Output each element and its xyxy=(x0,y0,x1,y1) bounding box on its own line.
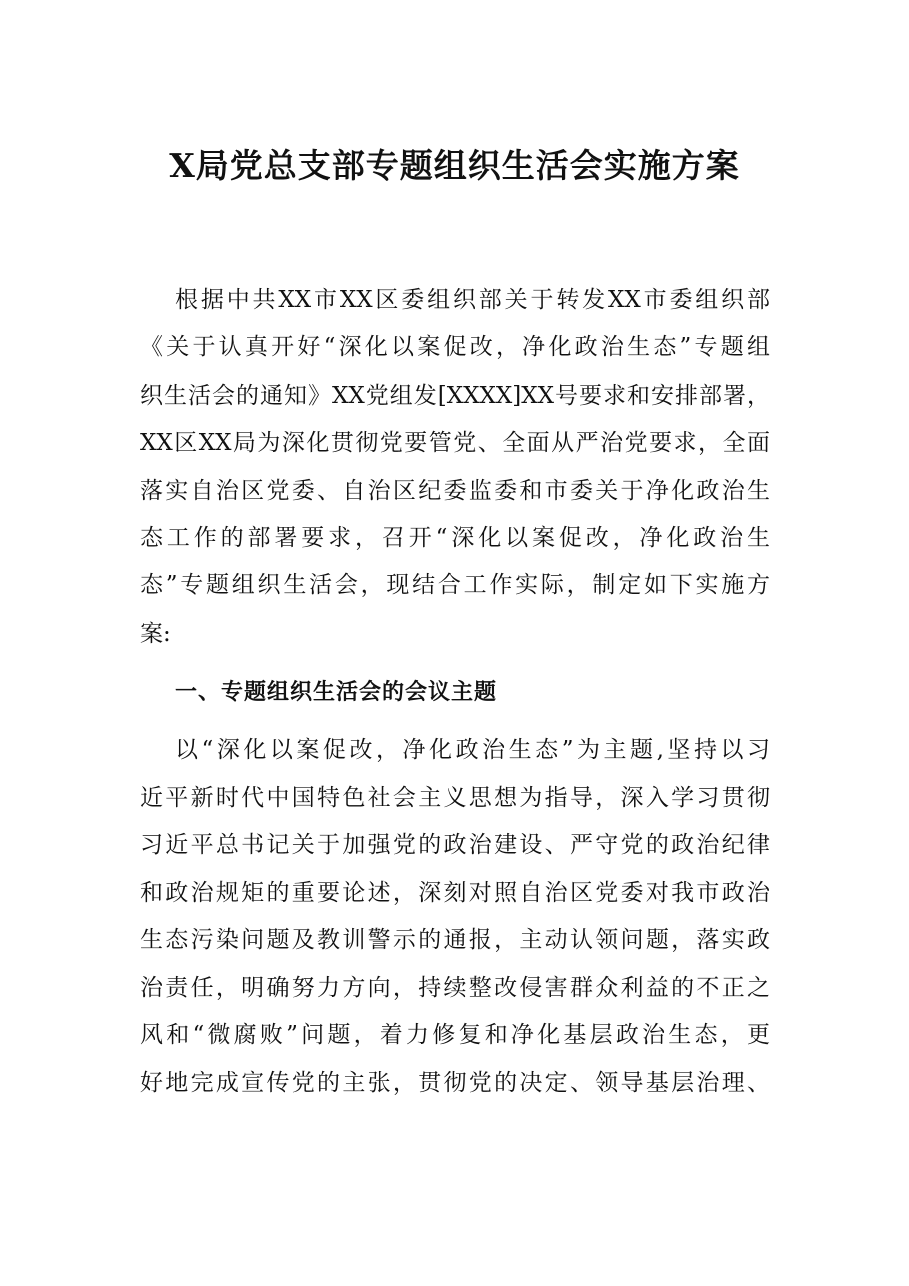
intro-line-6: 态工作的部署要求，召开“深化以案促改，净化政治生 xyxy=(140,525,770,551)
section-1-line-3: 习近平总书记关于加强党的政治建设、严守党的政治纪律 xyxy=(140,832,770,858)
intro-line-1: 根据中共XX市XX区委组织部关于转发XX市委组织部 xyxy=(175,287,770,313)
section-1-heading: 一、专题组织生活会的会议主题 xyxy=(175,680,498,705)
section-1-line-5: 生态污染问题及教训警示的通报，主动认领问题，落实政 xyxy=(140,927,770,953)
intro-line-4: XX区XX局为深化贯彻党要管党、全面从严治党要求，全面 xyxy=(140,430,770,456)
intro-line-2: 《关于认真开好“深化以案促改，净化政治生态”专题组 xyxy=(140,334,770,360)
intro-line-5: 落实自治区党委、自治区纪委监委和市委关于净化政治生 xyxy=(140,478,770,504)
section-1-line-6: 治责任，明确努力方向，持续整改侵害群众利益的不正之 xyxy=(140,975,770,1001)
section-1-line-7: 风和“微腐败”问题，着力修复和净化基层政治生态，更 xyxy=(140,1022,770,1048)
section-1-line-4: 和政治规矩的重要论述，深刻对照自治区党委对我市政治 xyxy=(140,880,770,906)
intro-line-3: 织生活会的通知》XX党组发[XXXX]XX号要求和安排部署， xyxy=(140,383,770,409)
document-title: X局党总支部专题组织生活会实施方案 xyxy=(169,146,740,185)
intro-line-8: 案: xyxy=(140,621,171,647)
section-1-line-2: 近平新时代中国特色社会主义思想为指导，深入学习贯彻 xyxy=(140,785,770,811)
intro-line-7: 态”专题组织生活会，现结合工作实际，制定如下实施方 xyxy=(140,572,770,598)
section-1-line-8: 好地完成宣传党的主张，贯彻党的决定、领导基层治理、 xyxy=(140,1070,770,1096)
section-1-line-1: 以“深化以案促改，净化政治生态”为主题,坚持以习 xyxy=(175,737,770,763)
